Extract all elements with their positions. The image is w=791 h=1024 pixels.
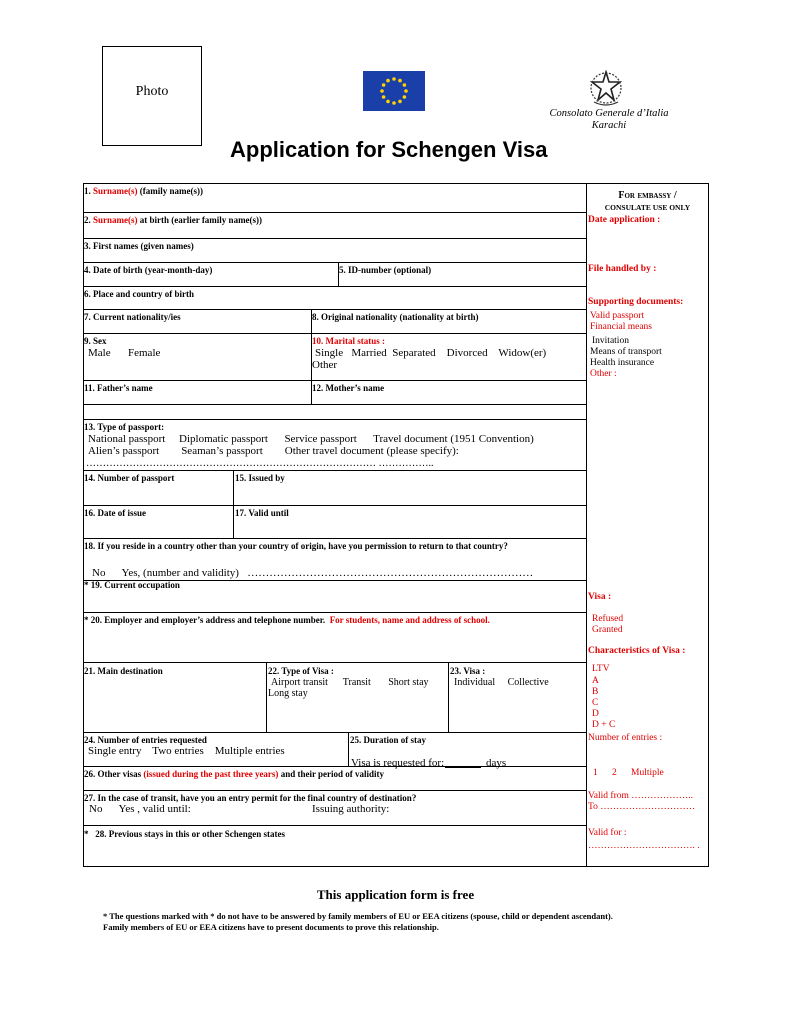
duration-requested: Visa is requested for: — [351, 757, 445, 769]
field-2-red-label: Surname(s) — [93, 215, 138, 225]
field-24-entries: 24. Number of entries requested — [84, 735, 207, 745]
field-25-duration: 25. Duration of stay — [350, 735, 426, 745]
marital-other-option[interactable]: Other — [312, 359, 338, 371]
sidebar-valid-passport[interactable]: Valid passport — [590, 311, 645, 321]
sidebar-characteristics: Characteristics of Visa : — [588, 646, 686, 656]
passport-options-row2[interactable]: Alien’s passport Seaman’s passport Other travel document (please specify): — [88, 445, 459, 457]
sidebar-file-handled: File handled by : — [588, 264, 657, 274]
field-1-red-label: Surname(s) — [93, 186, 138, 196]
field-1-number: 1. — [84, 186, 93, 196]
passport-other-dots[interactable]: …………………………………………………………………………… …………….. — [86, 458, 434, 469]
visa-type-options[interactable]: Airport transit Transit Short stay — [271, 677, 429, 688]
entries-options[interactable]: Single entry Two entries Multiple entries — [88, 745, 285, 757]
footnote-line1: * The questions marked with * do not have to be answered by family members of EU or EEA citizens (spouse, child or dependent ascendant). — [103, 911, 613, 921]
eu-flag-icon — [363, 71, 425, 111]
field-26-other-visas[interactable] — [84, 769, 384, 779]
sidebar-d[interactable]: D — [592, 709, 599, 719]
field-23-visa: 23. Visa : — [450, 666, 486, 676]
consulate-line1: Consolato Generale d’Italia — [549, 108, 669, 119]
sidebar-ltv[interactable]: LTV — [592, 664, 610, 674]
photo-label: Photo — [135, 84, 169, 99]
field-11-fathers-name[interactable]: 11. Father’s name — [84, 383, 153, 393]
field-1-rest: (family name(s)) — [137, 186, 203, 196]
field-20-student-note: For students, name and address of school. — [329, 615, 490, 625]
field-3-first-names[interactable]: 3. First names (given names) — [84, 241, 194, 251]
visa-type-long-stay[interactable]: Long stay — [268, 688, 308, 699]
field-4-date-of-birth[interactable]: 4. Date of birth (year-month-day) — [84, 265, 213, 275]
field-6-place-of-birth[interactable]: 6. Place and country of birth — [84, 289, 194, 299]
photo-box — [102, 46, 202, 146]
field-5-id-number[interactable]: 5. ID-number (optional) — [339, 265, 432, 275]
duration-days: days — [486, 757, 507, 769]
sidebar-granted[interactable]: Granted — [592, 625, 623, 635]
field-2-birth-surname[interactable] — [84, 215, 262, 225]
sidebar-transport[interactable]: Means of transport — [590, 347, 662, 357]
sidebar-supporting-docs: Supporting documents: — [588, 297, 684, 307]
field-14-passport-number[interactable]: 14. Number of passport — [84, 473, 175, 483]
field-27-transit-permit: 27. In the case of transit, have you an entry permit for the final country of destination? — [84, 793, 417, 803]
sidebar-valid-for[interactable]: Valid for : — [588, 828, 627, 838]
visa-options[interactable]: Individual Collective — [454, 677, 549, 688]
sidebar-dc[interactable]: D + C — [592, 720, 616, 730]
field-26-label: 26. Other visas — [84, 769, 144, 779]
sidebar-b[interactable]: B — [592, 687, 599, 697]
field-21-main-destination[interactable]: 21. Main destination — [84, 666, 163, 676]
field-2-number: 2. — [84, 215, 93, 225]
sidebar-a[interactable]: A — [592, 676, 599, 686]
field-17-valid-until[interactable]: 17. Valid until — [235, 508, 289, 518]
field-22-visa-type: 22. Type of Visa : — [268, 666, 334, 676]
sidebar-visa: Visa : — [588, 592, 612, 602]
field-12-mothers-name[interactable]: 12. Mother’s name — [312, 383, 385, 393]
transit-options[interactable]: No Yes , valid until: — [89, 803, 191, 815]
sidebar-date-application: Date application : — [588, 215, 661, 225]
italian-emblem-icon — [588, 70, 624, 108]
field-13-passport-type: 13. Type of passport: — [84, 422, 165, 432]
page-title: Application for Schengen Visa — [230, 137, 548, 162]
field-2-rest: at birth (earlier family name(s)) — [137, 215, 263, 225]
free-notice: This application form is free — [316, 887, 475, 902]
marital-options[interactable]: Single Married Separated Divorced Widow(er) — [315, 347, 547, 359]
sidebar-divider — [586, 183, 587, 867]
sidebar-health[interactable]: Health insurance — [590, 358, 655, 368]
sidebar-refused[interactable]: Refused — [592, 614, 624, 624]
field-18-residence-permit: 18. If you reside in a country other than your country of origin, have you permission to return to that country? — [84, 541, 508, 551]
field-20-employer[interactable] — [84, 615, 490, 625]
field-26-rest: and their period of validity — [278, 769, 385, 779]
transit-issuing-authority[interactable]: Issuing authority: — [312, 803, 390, 815]
field-28-previous-stays[interactable]: * 28. Previous stays in this or other Schengen states — [84, 829, 286, 839]
sex-male-option[interactable]: Male — [88, 347, 111, 359]
field-7-nationality[interactable]: 7. Current nationality/ies — [84, 312, 181, 322]
sidebar-other[interactable]: Other : — [590, 369, 617, 379]
consulate-line2: Karachi — [591, 120, 627, 131]
sidebar-header-line1: For embassy / — [618, 190, 677, 201]
field-10-marital-status: 10. Marital status : — [312, 336, 385, 346]
field-15-issued-by[interactable]: 15. Issued by — [235, 473, 285, 483]
field-19-occupation[interactable]: * 19. Current occupation — [84, 580, 180, 590]
sidebar-entries: Number of entries : — [588, 733, 663, 743]
passport-options-row1[interactable]: National passport Diplomatic passport Service passport Travel document (1951 Convention) — [88, 433, 534, 445]
sidebar-valid-from[interactable]: Valid from ……………….. — [588, 791, 694, 801]
sidebar-to[interactable]: To ………………………… — [588, 802, 696, 812]
sidebar-c[interactable]: C — [592, 698, 599, 708]
sidebar-header — [588, 190, 707, 212]
consulate-name — [548, 108, 670, 132]
sidebar-header-line2: CONSULATE USE ONLY — [604, 203, 691, 212]
residence-options[interactable]: No Yes, (number and validity) …………………………………………………………………… — [92, 567, 534, 579]
field-1-surname[interactable] — [84, 186, 203, 196]
sidebar-invitation[interactable]: Invitation — [592, 336, 629, 346]
field-16-date-of-issue[interactable]: 16. Date of issue — [84, 508, 146, 518]
sidebar-entries-options[interactable]: 1 2 Multiple — [593, 768, 664, 778]
sex-female-option[interactable]: Female — [128, 347, 161, 359]
field-26-red-note: (issued during the past three years) — [143, 769, 279, 779]
sidebar-valid-for-dots[interactable]: ……………………………. . — [588, 841, 700, 851]
footnote-line2: Family members of EU or EEA citizens have to present documents to prove this relationship. — [103, 922, 439, 932]
field-8-original-nationality[interactable]: 8. Original nationality (nationality at birth) — [312, 312, 479, 322]
field-9-sex: 9. Sex — [84, 336, 107, 346]
sidebar-financial-means[interactable]: Financial means — [590, 322, 652, 332]
field-20-label: * 20. Employer and employer’s address and telephone number. — [84, 615, 326, 625]
